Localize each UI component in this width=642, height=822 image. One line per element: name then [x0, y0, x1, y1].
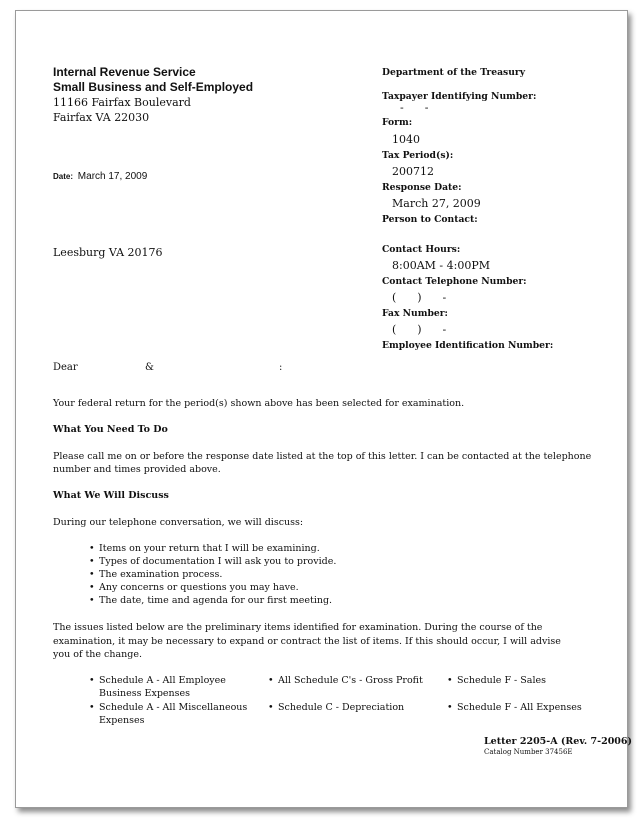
response-date-value: March 27, 2009: [392, 197, 481, 210]
issues-line2: examination, it may be necessary to expand or contract the list of items. If this should occur, I will advise: [53, 636, 561, 647]
schedule-item-f2: [447, 701, 607, 714]
department-name: Department of the Treasury: [382, 67, 526, 78]
person-to-contact-label: Person to Contact:: [382, 214, 478, 225]
list-item: • The examination process.: [89, 568, 336, 581]
list-item: • Any concerns or questions you may have.: [89, 581, 336, 594]
employee-id-label: Employee Identification Number:: [382, 340, 554, 351]
date-line: [53, 171, 147, 182]
need-to-do-line2: number and times provided above.: [53, 464, 221, 475]
schedule-f1-label: • Schedule F - Sales: [457, 675, 546, 686]
form-label: Form:: [382, 117, 413, 128]
schedule-a1-line1: • Schedule A - All Employee: [99, 675, 226, 686]
salutation-ampersand: &: [145, 362, 154, 373]
issues-line3: you of the change.: [53, 649, 143, 660]
tin-label: Taxpayer Identifying Number:: [382, 91, 537, 102]
letter-page: [15, 10, 633, 808]
sender-street: 11166 Fairfax Boulevard: [53, 96, 191, 109]
section-heading-discuss: What We Will Discuss: [53, 490, 169, 501]
schedule-item-c1: [268, 674, 448, 687]
discuss-intro: During our telephone conversation, we will discuss:: [53, 517, 304, 528]
intro-paragraph: Your federal return for the period(s) shown above has been selected for examination.: [53, 398, 465, 409]
salutation-dear: Dear: [53, 362, 78, 373]
list-item: • Types of documentation I will ask you to provide.: [89, 555, 336, 568]
schedule-c1-label: • All Schedule C's - Gross Profit: [278, 675, 423, 686]
schedule-a2-line1: • Schedule A - All Miscellaneous: [99, 702, 248, 713]
schedule-item-f1: [447, 674, 607, 687]
schedule-c2-label: • Schedule C - Depreciation: [278, 702, 405, 713]
date-label: Date:: [53, 172, 74, 181]
letter-number: Letter 2205-A (Rev. 7-2006): [484, 736, 633, 747]
schedule-a1-line2: Business Expenses: [99, 688, 191, 699]
tax-period-value: 200712: [392, 165, 434, 178]
schedule-item-a1: [89, 674, 269, 700]
schedule-a2-line2: Expenses: [99, 715, 145, 726]
contact-hours-value: 8:00AM - 4:00PM: [392, 259, 490, 272]
recipient-city: Leesburg VA 20176: [53, 246, 163, 259]
contact-phone-value: ( ) -: [392, 291, 447, 304]
issues-line1: The issues listed below are the preliminary items identified for examination. During the course of the: [53, 622, 543, 633]
schedule-f2-label: • Schedule F - All Expenses: [457, 702, 582, 713]
salutation-colon: :: [279, 362, 283, 373]
form-value: 1040: [392, 133, 420, 146]
tin-value: - -: [400, 101, 429, 114]
contact-hours-label: Contact Hours:: [382, 244, 461, 255]
response-date-label: Response Date:: [382, 182, 462, 193]
list-item: • The date, time and agenda for our first meeting.: [89, 594, 336, 607]
date-value: March 17, 2009: [77, 171, 148, 182]
sender-org-line1: Internal Revenue Service: [53, 65, 196, 79]
fax-number-label: Fax Number:: [382, 308, 448, 319]
schedule-item-a2: [89, 701, 269, 727]
schedule-item-c2: [268, 701, 448, 714]
contact-phone-label: Contact Telephone Number:: [382, 276, 527, 287]
tax-period-label: Tax Period(s):: [382, 150, 454, 161]
list-item: • Items on your return that I will be examining.: [89, 542, 336, 555]
sender-city: Fairfax VA 22030: [53, 111, 150, 124]
sender-org-line2: Small Business and Self-Employed: [53, 80, 254, 94]
need-to-do-line1: Please call me on or before the response date listed at the top of this letter. I can be contacted at the telephone: [53, 451, 592, 462]
discuss-list: [89, 542, 336, 607]
catalog-number: Catalog Number 37456E: [484, 748, 573, 756]
fax-number-value: ( ) -: [392, 323, 447, 336]
section-heading-need-to-do: What You Need To Do: [53, 424, 168, 435]
